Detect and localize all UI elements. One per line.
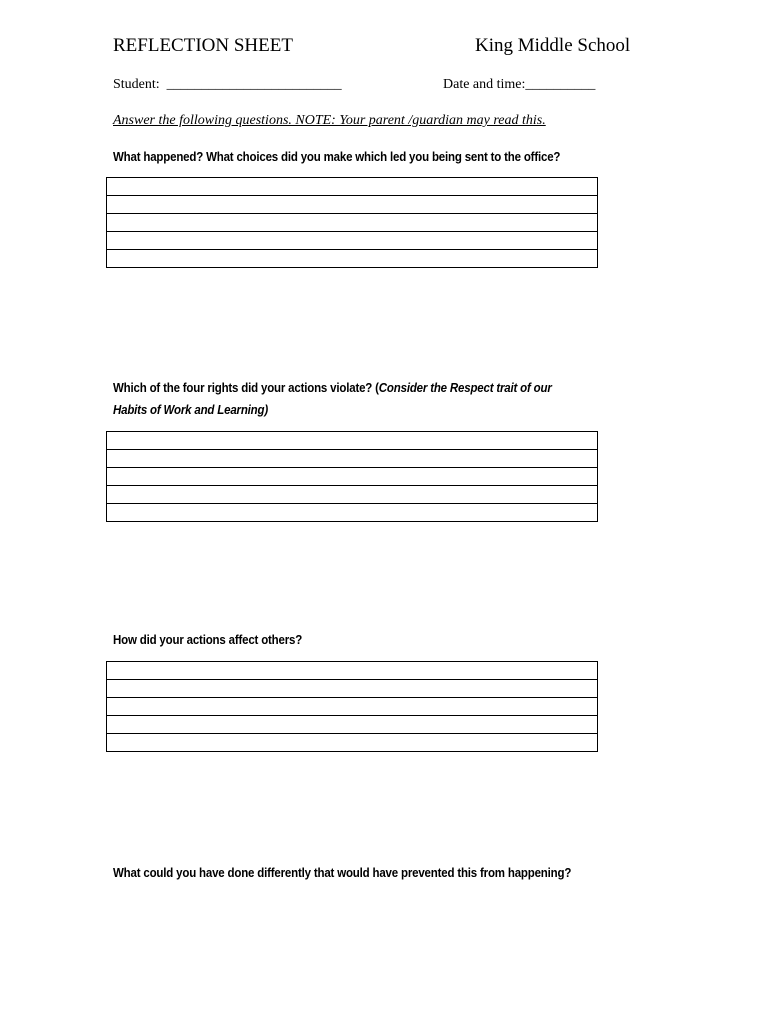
question-2-emphasis: Consider the Respect trait of our: [378, 381, 552, 395]
student-label: Student:: [113, 77, 160, 92]
answer-line[interactable]: [107, 680, 598, 698]
answer-line[interactable]: [107, 486, 598, 504]
question-2-emphasis-line2: Habits of Work and Learning): [113, 403, 269, 417]
answer-line[interactable]: [107, 716, 598, 734]
answer-line[interactable]: [107, 196, 598, 214]
answer-line[interactable]: [107, 698, 598, 716]
date-time-blank[interactable]: __________: [525, 77, 596, 92]
school-name: King Middle School: [475, 35, 631, 56]
student-blank[interactable]: _________________________: [166, 77, 342, 92]
date-time-field[interactable]: [443, 77, 595, 93]
answer-line[interactable]: [107, 734, 598, 752]
answer-box-2[interactable]: [106, 431, 598, 522]
answer-line[interactable]: [107, 504, 598, 522]
answer-line[interactable]: [107, 178, 598, 196]
instructions: Answer the following questions. NOTE: Your parent /guardian may read this.: [113, 113, 546, 128]
student-field[interactable]: [113, 77, 342, 93]
question-2-text: Which of the four rights did your actions violate? (: [113, 381, 379, 395]
question-2: [113, 381, 552, 395]
question-4: What could you have done differently that would have prevented this from happening?: [113, 866, 572, 880]
answer-line[interactable]: [107, 250, 598, 268]
answer-box-3[interactable]: [106, 661, 598, 752]
answer-line[interactable]: [107, 232, 598, 250]
date-time-label: Date and time:: [443, 77, 526, 92]
answer-line[interactable]: [107, 468, 598, 486]
document-title: REFLECTION SHEET: [113, 35, 293, 56]
answer-line[interactable]: [107, 662, 598, 680]
question-1: What happened? What choices did you make which led you being sent to the office?: [113, 150, 561, 164]
answer-line[interactable]: [107, 214, 598, 232]
answer-box-1[interactable]: [106, 177, 598, 268]
answer-line[interactable]: [107, 450, 598, 468]
answer-line[interactable]: [107, 432, 598, 450]
question-3: How did your actions affect others?: [113, 633, 303, 647]
